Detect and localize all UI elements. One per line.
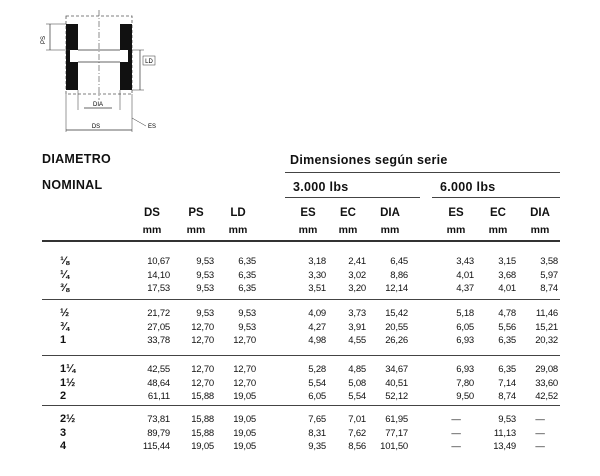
table-cell: 29,08 <box>535 364 558 375</box>
table-cell: 5,08 <box>348 377 366 389</box>
header-serie-6000: 6.000 lbs <box>440 180 496 194</box>
table-cell: 4,85 <box>348 364 366 375</box>
table-cell: 12,70 <box>233 364 256 375</box>
header-nominal: NOMINAL <box>42 178 103 192</box>
table-cell: 6,45 <box>390 256 408 267</box>
column-label: ES <box>448 207 464 219</box>
es-leader <box>132 118 146 126</box>
table-cell: 3,73 <box>348 308 366 319</box>
table-cell: — <box>535 427 545 439</box>
nominal-diameter: ¼ <box>60 268 70 281</box>
table-cell: 7,62 <box>348 427 366 439</box>
table-cell: 3,18 <box>308 256 326 267</box>
table-cell: 3,30 <box>308 269 326 281</box>
table-cell: — <box>535 441 545 452</box>
table-cell: 101,50 <box>380 441 408 452</box>
column-label: DS <box>144 207 160 219</box>
table-cell: 3,51 <box>308 283 326 294</box>
table-cell: 61,11 <box>147 391 170 402</box>
column-unit: mm <box>446 224 466 236</box>
column-label: EC <box>340 207 356 219</box>
table-cell: 2,41 <box>348 256 366 267</box>
nominal-diameter: 2 <box>60 390 67 402</box>
table-cell: — <box>535 414 545 425</box>
header-bottom-rule <box>42 240 560 242</box>
table-cell: 3,20 <box>348 283 366 294</box>
table-cell: 34,67 <box>385 364 408 375</box>
table-cell: 12,70 <box>191 321 214 333</box>
right-wall-shape <box>120 24 132 90</box>
column-unit: mm <box>228 224 248 236</box>
table-cell: 9,35 <box>308 441 326 452</box>
table-cell: 73,81 <box>147 414 170 425</box>
group-separator <box>42 355 560 356</box>
nominal-diameter: 3 <box>60 426 67 439</box>
header-dimensiones: Dimensiones según serie <box>290 153 448 167</box>
table-cell: 4,37 <box>456 283 474 294</box>
table-cell: 15,42 <box>385 308 408 319</box>
table-cell: — <box>451 414 461 425</box>
table-cell: 27,05 <box>147 321 170 333</box>
table-cell: 3,68 <box>498 269 516 281</box>
table-cell: 42,55 <box>147 364 170 375</box>
table-cell: 3,15 <box>498 256 516 267</box>
table-cell: 3,58 <box>540 256 558 267</box>
table-cell: 12,70 <box>233 377 256 389</box>
table-cell: 5,54 <box>308 377 326 389</box>
table-cell: 19,05 <box>233 391 256 402</box>
table-cell: 33,78 <box>147 335 170 346</box>
table-cell: 7,80 <box>456 377 474 389</box>
column-label: ES <box>300 207 316 219</box>
table-cell: 19,05 <box>233 427 256 439</box>
table-cell: 4,78 <box>498 308 516 319</box>
nominal-diameter: ½ <box>60 307 70 319</box>
nominal-diameter: 1¼ <box>60 363 76 375</box>
table-cell: 4,09 <box>308 308 326 319</box>
table-cell: 9,53 <box>196 308 214 319</box>
table-cell: 12,14 <box>385 283 408 294</box>
table-cell: 11,13 <box>493 427 516 439</box>
table-cell: 5,56 <box>498 321 516 333</box>
ps-label: PS <box>41 35 47 45</box>
nominal-diameter: ⅛ <box>60 255 70 267</box>
table-cell: 33,60 <box>535 377 558 389</box>
table-cell: 9,53 <box>196 269 214 281</box>
table-cell: 15,21 <box>535 321 558 333</box>
table-cell: 3,02 <box>348 269 366 281</box>
table-cell: 4,01 <box>498 283 516 294</box>
table-cell: 6,35 <box>498 335 516 346</box>
table-cell: 8,74 <box>540 283 558 294</box>
table-cell: 8,74 <box>498 391 516 402</box>
table-cell: 11,46 <box>535 308 558 319</box>
table-cell: 77,17 <box>385 427 408 439</box>
table-cell: 7,14 <box>498 377 516 389</box>
column-label: EC <box>490 207 506 219</box>
table-cell: 8,56 <box>348 441 366 452</box>
table-cell: 13,49 <box>493 441 516 452</box>
table-cell: 9,53 <box>196 256 214 267</box>
table-cell: 7,01 <box>348 414 366 425</box>
column-unit: mm <box>338 224 358 236</box>
header-diametro: DIAMETRO <box>42 152 112 166</box>
table-cell: 6,35 <box>238 269 256 281</box>
table-cell: 9,53 <box>238 308 256 319</box>
nominal-diameter: 2½ <box>60 413 76 425</box>
nominal-diameter: 1½ <box>60 376 76 389</box>
table-cell: 20,32 <box>535 335 558 346</box>
nominal-diameter: 4 <box>60 440 67 452</box>
table-cell: 21,72 <box>147 308 170 319</box>
table-cell: 9,53 <box>498 414 516 425</box>
column-label: PS <box>188 207 204 219</box>
ld-label: LD <box>145 59 153 65</box>
table-cell: 5,54 <box>348 391 366 402</box>
rule-under-dimensiones <box>285 172 560 173</box>
header-serie-3000: 3.000 lbs <box>293 180 349 194</box>
nominal-diameter: 1 <box>60 334 67 346</box>
table-cell: 40,51 <box>385 377 408 389</box>
es-label: ES <box>148 124 157 130</box>
table-cell: 6,05 <box>308 391 326 402</box>
table-cell: 14,10 <box>147 269 170 281</box>
table-cell: 15,88 <box>191 414 214 425</box>
table-cell: 4,98 <box>308 335 326 346</box>
table-cell: 42,52 <box>535 391 558 402</box>
group-separator <box>42 299 560 300</box>
table-cell: 6,05 <box>456 321 474 333</box>
nominal-diameter: ¾ <box>60 320 70 333</box>
table-cell: 15,88 <box>191 427 214 439</box>
table-cell: 12,70 <box>191 364 214 375</box>
table-cell: 89,79 <box>147 427 170 439</box>
table-cell: 61,95 <box>385 414 408 425</box>
table-cell: 12,70 <box>191 335 214 346</box>
table-cell: 9,53 <box>196 283 214 294</box>
table-cell: 5,18 <box>456 308 474 319</box>
column-unit: mm <box>186 224 206 236</box>
group-separator <box>42 405 560 406</box>
table-cell: 5,97 <box>540 269 558 281</box>
table-cell: 12,70 <box>233 335 256 346</box>
column-unit: mm <box>488 224 508 236</box>
table-cell: 6,93 <box>456 364 474 375</box>
table-cell: 115,44 <box>142 441 170 452</box>
table-cell: 6,35 <box>238 283 256 294</box>
column-unit: mm <box>142 224 162 236</box>
fitting-cross-section-diagram <box>0 0 170 140</box>
table-cell: 3,91 <box>348 321 366 333</box>
column-unit: mm <box>530 224 550 236</box>
table-cell: 6,35 <box>498 364 516 375</box>
column-label: LD <box>230 207 246 219</box>
left-wall-shape <box>66 24 78 90</box>
table-cell: 17,53 <box>147 283 170 294</box>
dia-label: DIA <box>92 102 104 108</box>
table-cell: 20,55 <box>385 321 408 333</box>
table-cell: 9,50 <box>456 391 474 402</box>
table-cell: 9,53 <box>238 321 256 333</box>
table-cell: 48,64 <box>147 377 170 389</box>
table-cell: 8,31 <box>308 427 326 439</box>
table-cell: 52,12 <box>385 391 408 402</box>
column-unit: mm <box>380 224 400 236</box>
table-cell: 19,05 <box>191 441 214 452</box>
rule-under-serie-3000 <box>285 197 420 198</box>
table-cell: 4,01 <box>456 269 474 281</box>
table-cell: 19,05 <box>233 414 256 425</box>
table-cell: — <box>451 427 461 439</box>
table-cell: 15,88 <box>191 391 214 402</box>
table-cell: 19,05 <box>233 441 256 452</box>
table-cell: 4,55 <box>348 335 366 346</box>
column-unit: mm <box>298 224 318 236</box>
table-cell: — <box>451 441 461 452</box>
table-cell: 6,93 <box>456 335 474 346</box>
ds-label: DS <box>91 124 101 130</box>
table-cell: 8,86 <box>390 269 408 281</box>
table-cell: 12,70 <box>191 377 214 389</box>
table-cell: 4,27 <box>308 321 326 333</box>
table-cell: 3,43 <box>456 256 474 267</box>
table-cell: 26,26 <box>385 335 408 346</box>
column-label: DIA <box>530 207 550 219</box>
table-cell: 10,67 <box>147 256 170 267</box>
table-cell: 7,65 <box>308 414 326 425</box>
nominal-diameter: ⅜ <box>60 282 70 294</box>
rule-under-serie-6000 <box>432 197 560 198</box>
table-cell: 6,35 <box>238 256 256 267</box>
column-label: DIA <box>380 207 400 219</box>
table-cell: 5,28 <box>308 364 326 375</box>
